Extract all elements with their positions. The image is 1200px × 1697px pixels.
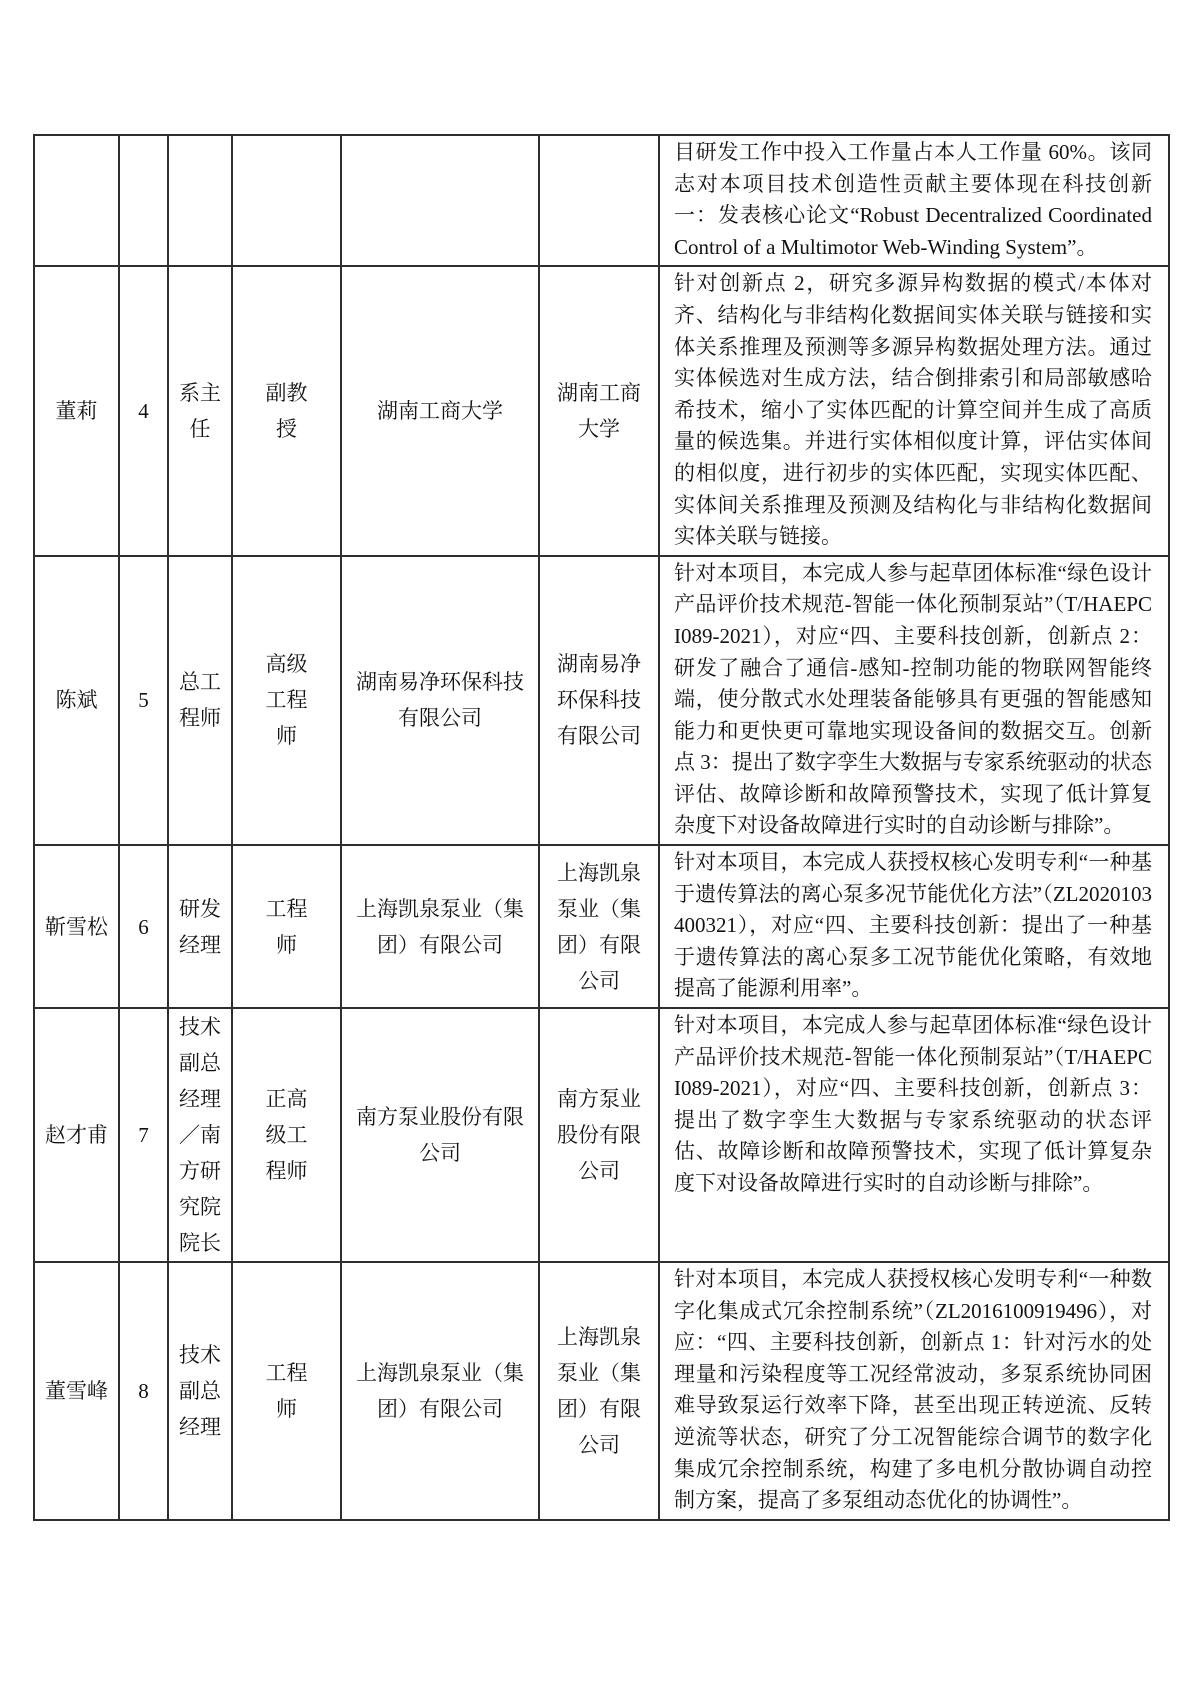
position-cell: 总工程师 xyxy=(168,556,232,845)
contribution-cell: 针对本项目，本完成人获授权核心发明专利“一种基于遗传算法的离心泵多况节能优化方法”（ZL2020103400321），对应“四、主要科技创新：提出了一种基于遗传算法的离心泵多工况节能优化策略，有效地提高了能源利用率”。 xyxy=(659,845,1169,1008)
title-cell: 工程师 xyxy=(232,845,341,1008)
work-unit-cell: 湖南易净环保科技有限公司 xyxy=(341,556,539,845)
title-cell: 正高级工程师 xyxy=(232,1008,341,1262)
position-cell: 技术副总经理／南方研究院院长 xyxy=(168,1008,232,1262)
position-cell: 研发经理 xyxy=(168,845,232,1008)
table-row xyxy=(34,1008,1169,1262)
seq-cell: 6 xyxy=(119,845,168,1008)
work-unit-cell: 湖南工商大学 xyxy=(341,266,539,555)
completion-unit-cell: 上海凯泉泵业（集团）有限公司 xyxy=(539,845,659,1008)
work-unit-cell: 上海凯泉泵业（集团）有限公司 xyxy=(341,845,539,1008)
seq-cell xyxy=(119,135,168,266)
completion-unit-cell: 上海凯泉泵业（集团）有限公司 xyxy=(539,1262,659,1520)
contribution-cell: 针对本项目，本完成人参与起草团体标准“绿色设计产品评价技术规范-智能一体化预制泵站”（T/HAEPCI089-2021），对应“四、主要科技创新，创新点 3：提出了数字孪生大数据与专家系统驱动的状态评估、故障诊断和故障预警技术，实现了低计算复杂度下对设备故障进行实时的自动诊断与排除”。 xyxy=(659,1008,1169,1262)
work-unit-cell xyxy=(341,135,539,266)
seq-cell: 8 xyxy=(119,1262,168,1520)
completion-unit-cell: 湖南工商大学 xyxy=(539,266,659,555)
contribution-cell: 针对本项目，本完成人参与起草团体标准“绿色设计产品评价技术规范-智能一体化预制泵站”（T/HAEPCI089-2021），对应“四、主要科技创新，创新点 2：研发了融合了通信-感知-控制功能的物联网智能终端，使分散式水处理装备能够具有更强的智能感知能力和更快更可靠地实现设备间的数据交互。创新点 3：提出了数字孪生大数据与专家系统驱动的状态评估、故障诊断和故障预警技术，实现了低计算复杂度下对设备故障进行实时的自动诊断与排除”。 xyxy=(659,556,1169,845)
title-cell: 高级工程师 xyxy=(232,556,341,845)
table-row xyxy=(34,845,1169,1008)
seq-cell: 5 xyxy=(119,556,168,845)
work-unit-cell: 南方泵业股份有限公司 xyxy=(341,1008,539,1262)
completion-unit-cell xyxy=(539,135,659,266)
work-unit-cell: 上海凯泉泵业（集团）有限公司 xyxy=(341,1262,539,1520)
completers-table xyxy=(33,134,1170,1521)
title-cell: 工程师 xyxy=(232,1262,341,1520)
table-row xyxy=(34,135,1169,266)
title-cell xyxy=(232,135,341,266)
table-row xyxy=(34,556,1169,845)
seq-cell: 7 xyxy=(119,1008,168,1262)
completion-unit-cell: 南方泵业股份有限公司 xyxy=(539,1008,659,1262)
completion-unit-cell: 湖南易净环保科技有限公司 xyxy=(539,556,659,845)
seq-cell: 4 xyxy=(119,266,168,555)
name-cell: 靳雪松 xyxy=(34,845,119,1008)
table-row xyxy=(34,266,1169,555)
contribution-cell: 针对本项目，本完成人获授权核心发明专利“一种数字化集成式冗余控制系统”（ZL2016100919496），对应：“四、主要科技创新，创新点 1：针对污水的处理量和污染程度等工况经常波动，多泵系统协同困难导致泵运行效率下降，甚至出现正转逆流、反转逆流等状态，研究了分工况智能综合调节的数字化集成冗余控制系统，构建了多电机分散协调自动控制方案，提高了多泵组动态优化的协调性”。 xyxy=(659,1262,1169,1520)
table-row xyxy=(34,1262,1169,1520)
name-cell: 董莉 xyxy=(34,266,119,555)
name-cell: 董雪峰 xyxy=(34,1262,119,1520)
position-cell xyxy=(168,135,232,266)
contribution-cell: 目研发工作中投入工作量占本人工作量 60%。该同志对本项目技术创造性贡献主要体现在科技创新一：发表核心论文“Robust Decentralized Coordinated Control of a Multimotor Web-Winding System”。 xyxy=(659,135,1169,266)
contribution-cell: 针对创新点 2，研究多源异构数据的模式/本体对齐、结构化与非结构化数据间实体关联与链接和实体关系推理及预测等多源异构数据处理方法。通过实体候选对生成方法，结合倒排索引和局部敏感哈希技术，缩小了实体匹配的计算空间并生成了高质量的候选集。并进行实体相似度计算，评估实体间的相似度，进行初步的实体匹配，实现实体匹配、实体间关系推理及预测及结构化与非结构化数据间实体关联与链接。 xyxy=(659,266,1169,555)
name-cell: 陈斌 xyxy=(34,556,119,845)
title-cell: 副教授 xyxy=(232,266,341,555)
name-cell: 赵才甫 xyxy=(34,1008,119,1262)
position-cell: 技术副总经理 xyxy=(168,1262,232,1520)
position-cell: 系主任 xyxy=(168,266,232,555)
name-cell xyxy=(34,135,119,266)
